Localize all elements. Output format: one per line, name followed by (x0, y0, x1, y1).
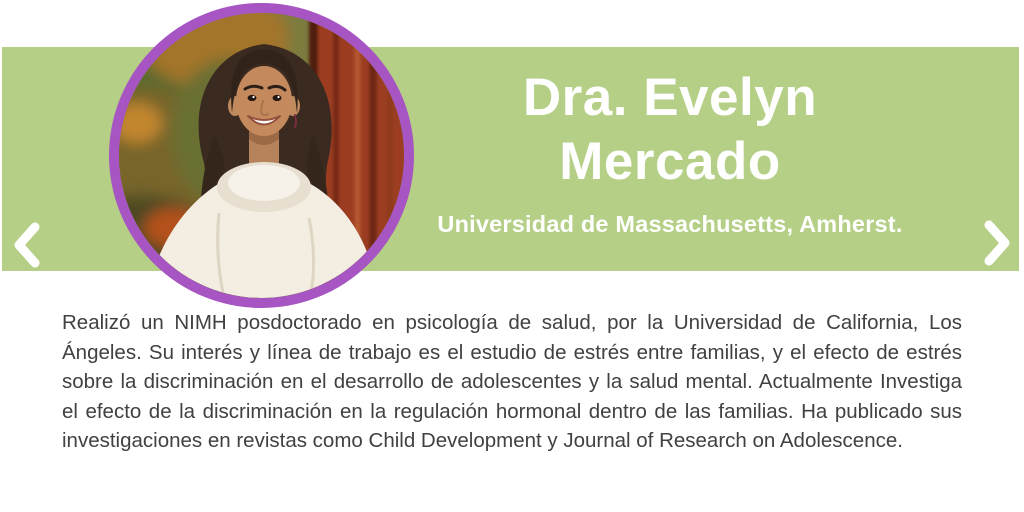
speaker-bio: Realizó un NIMH posdoctorado en psicología de salud, por la Universidad de California, Los Ángeles. Su interés y línea de trabajo es el estudio de estrés entre familias, y el efecto de estrés sobre la discriminación en el desarrollo de adolescentes y la salud mental. Actualmente Investiga el efecto de la discriminación en la regulación hormonal dentro de las familias. Ha publicado sus investigaciones en revistas como Child Development y Journal of Research on Adolescence. (62, 311, 962, 452)
portrait-illustration (119, 13, 404, 298)
next-button[interactable] (980, 218, 1014, 268)
prev-button[interactable] (10, 220, 44, 270)
profile-photo (109, 3, 414, 308)
chevron-right-icon (980, 218, 1014, 268)
speaker-affiliation: Universidad de Massachusetts, Amherst. (437, 211, 903, 237)
banner-heading (425, 66, 915, 238)
speaker-name: Dra. Evelyn Mercado (522, 68, 818, 191)
chevron-left-icon (10, 220, 44, 270)
